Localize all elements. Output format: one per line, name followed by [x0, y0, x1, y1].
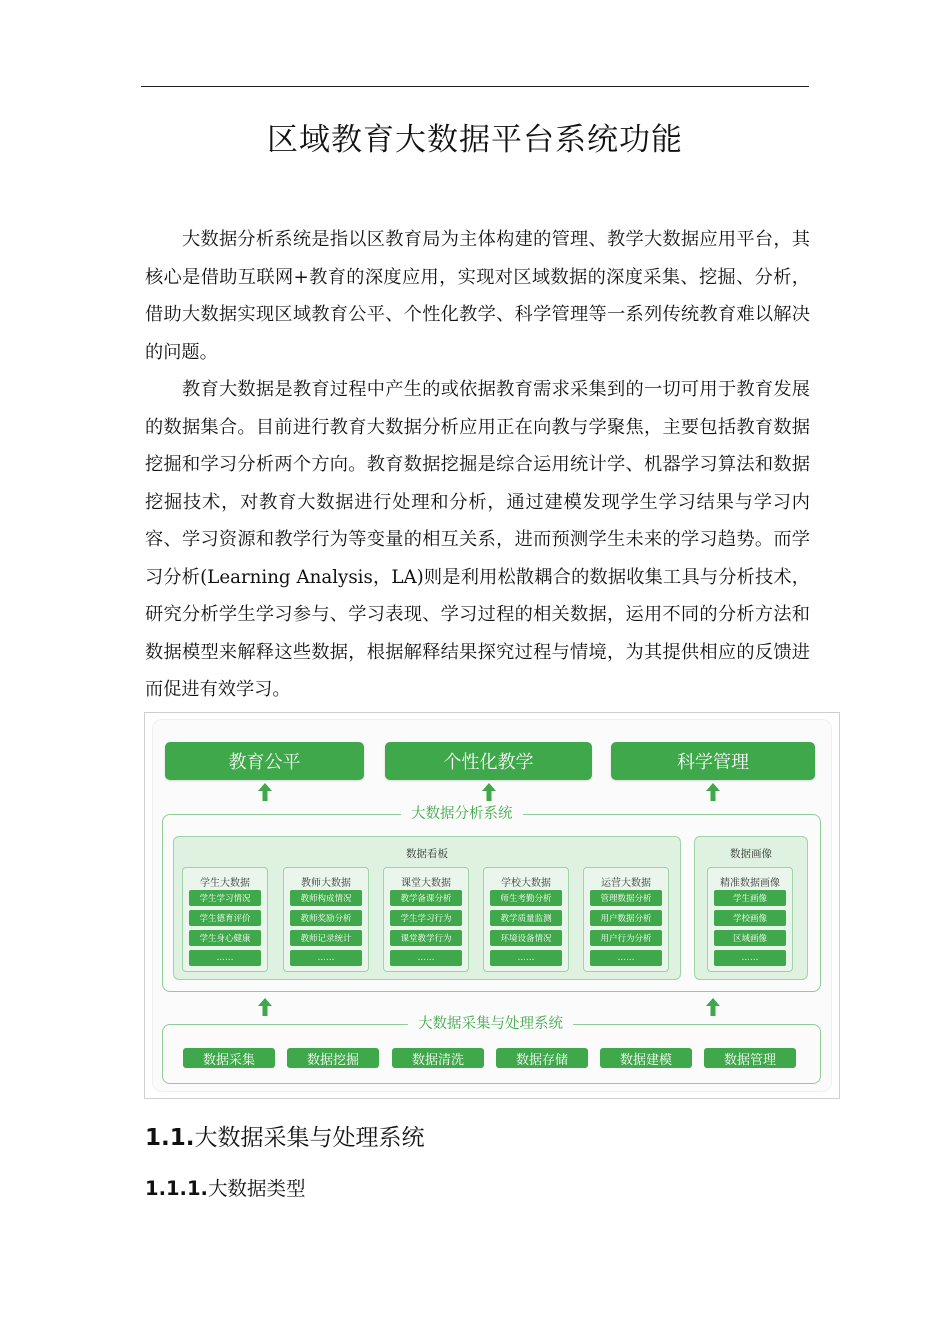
platform-architecture-diagram [144, 712, 840, 1099]
card-item: …… [189, 950, 261, 966]
card-item: 学生身心健康 [189, 930, 261, 946]
card-item: 管理数据分析 [590, 890, 662, 906]
card-item: …… [714, 950, 786, 966]
paragraph-education-big-data: 教育大数据是教育过程中产生的或依据教育需求采集到的一切可用于教育发展的数据集合。目前进行教育大数据分析应用正在向教与学聚焦，主要包括教育数据挖掘和学习分析两个方向。教育数据挖掘是综合运用统计学、机器学习算法和数据挖掘技术，对教育大数据进行处理和分析，通过建模发现学生学习结果与学习内容、学习资源和教学行为等变量的相互关系，进而预测学生未来的学习趋势。而学习分析(Learning Analysis，LA)则是利用松散耦合的数据收集工具与分析技术，研究分析学生学习参与、学习表现、学习过程的相关数据，运用不同的分析方法和数据模型来解释这些数据，根据解释结果探究过程与情境，为其提供相应的反馈进而促进有效学习。 [145, 379, 810, 700]
card-item: …… [290, 950, 362, 966]
section-heading-1-1 [145, 1119, 424, 1152]
card-school-big-data [483, 867, 569, 972]
up-arrow-icon [257, 998, 273, 1016]
card-precise-portrait [707, 867, 793, 972]
up-arrow-icon [257, 783, 273, 801]
process-data-cleaning: 数据清洗 [392, 1048, 484, 1068]
card-item: 区域画像 [714, 930, 786, 946]
heading-text: 大数据类型 [207, 1177, 306, 1200]
card-title: 学校大数据 [501, 878, 551, 889]
goal-scientific-management: 科学管理 [611, 742, 815, 780]
card-classroom-big-data [383, 867, 469, 972]
up-arrow-icon [705, 998, 721, 1016]
card-student-big-data [182, 867, 268, 972]
card-teacher-big-data [283, 867, 369, 972]
card-item: 教学备课分析 [390, 890, 462, 906]
dashboard-panel [173, 836, 681, 980]
card-item: 学生画像 [714, 890, 786, 906]
process-data-modeling: 数据建模 [600, 1048, 692, 1068]
heading-number: 1.1.1. [145, 1177, 208, 1200]
card-item: …… [590, 950, 662, 966]
dashboard-title: 数据看板 [406, 848, 448, 860]
up-arrow-icon [481, 783, 497, 801]
card-item: 学生德育评价 [189, 910, 261, 926]
card-item: 用户数据分析 [590, 910, 662, 926]
card-title: 学生大数据 [200, 878, 250, 889]
card-item: 教师奖励分析 [290, 910, 362, 926]
up-arrow-icon [705, 783, 721, 801]
section-heading-1-1-1 [145, 1173, 305, 1201]
process-data-mining: 数据挖掘 [287, 1048, 379, 1068]
header-rule [141, 86, 809, 87]
portrait-panel [694, 836, 808, 980]
goal-personalized-teaching: 个性化教学 [385, 742, 592, 780]
heading-number: 1.1. [145, 1125, 195, 1151]
card-item: 学生学习情况 [189, 890, 261, 906]
analysis-system-label: 大数据分析系统 [401, 805, 523, 823]
card-item: …… [390, 950, 462, 966]
process-data-management: 数据管理 [704, 1048, 796, 1068]
heading-text: 大数据采集与处理系统 [194, 1125, 425, 1151]
card-title: 运营大数据 [601, 878, 651, 889]
card-title: 精准数据画像 [720, 878, 780, 889]
process-data-collection: 数据采集 [183, 1048, 275, 1068]
process-data-storage: 数据存储 [496, 1048, 588, 1068]
card-item: 用户行为分析 [590, 930, 662, 946]
card-item: 师生考勤分析 [490, 890, 562, 906]
paragraph-intro: 大数据分析系统是指以区教育局为主体构建的管理、教学大数据应用平台，其核心是借助互联网+教育的深度应用，实现对区域数据的深度采集、挖掘、分析，借助大数据实现区域教育公平、个性化教学、科学管理等一系列传统教育难以解决的问题。 [145, 229, 810, 363]
card-item: …… [490, 950, 562, 966]
card-title: 教师大数据 [301, 878, 351, 889]
portrait-title: 数据画像 [730, 848, 772, 860]
card-item: 课堂教学行为 [390, 930, 462, 946]
goal-education-equity: 教育公平 [165, 742, 364, 780]
card-title: 课堂大数据 [401, 878, 451, 889]
card-operations-big-data [583, 867, 669, 972]
diagram-canvas [152, 719, 832, 1092]
card-item: 教师构成情况 [290, 890, 362, 906]
collection-system-label: 大数据采集与处理系统 [408, 1015, 573, 1033]
card-item: 学校画像 [714, 910, 786, 926]
card-item: 环境设备情况 [490, 930, 562, 946]
document-title: 区域教育大数据平台系统功能 [267, 122, 683, 158]
card-item: 学生学习行为 [390, 910, 462, 926]
card-item: 教师记录统计 [290, 930, 362, 946]
card-item: 教学质量监测 [490, 910, 562, 926]
